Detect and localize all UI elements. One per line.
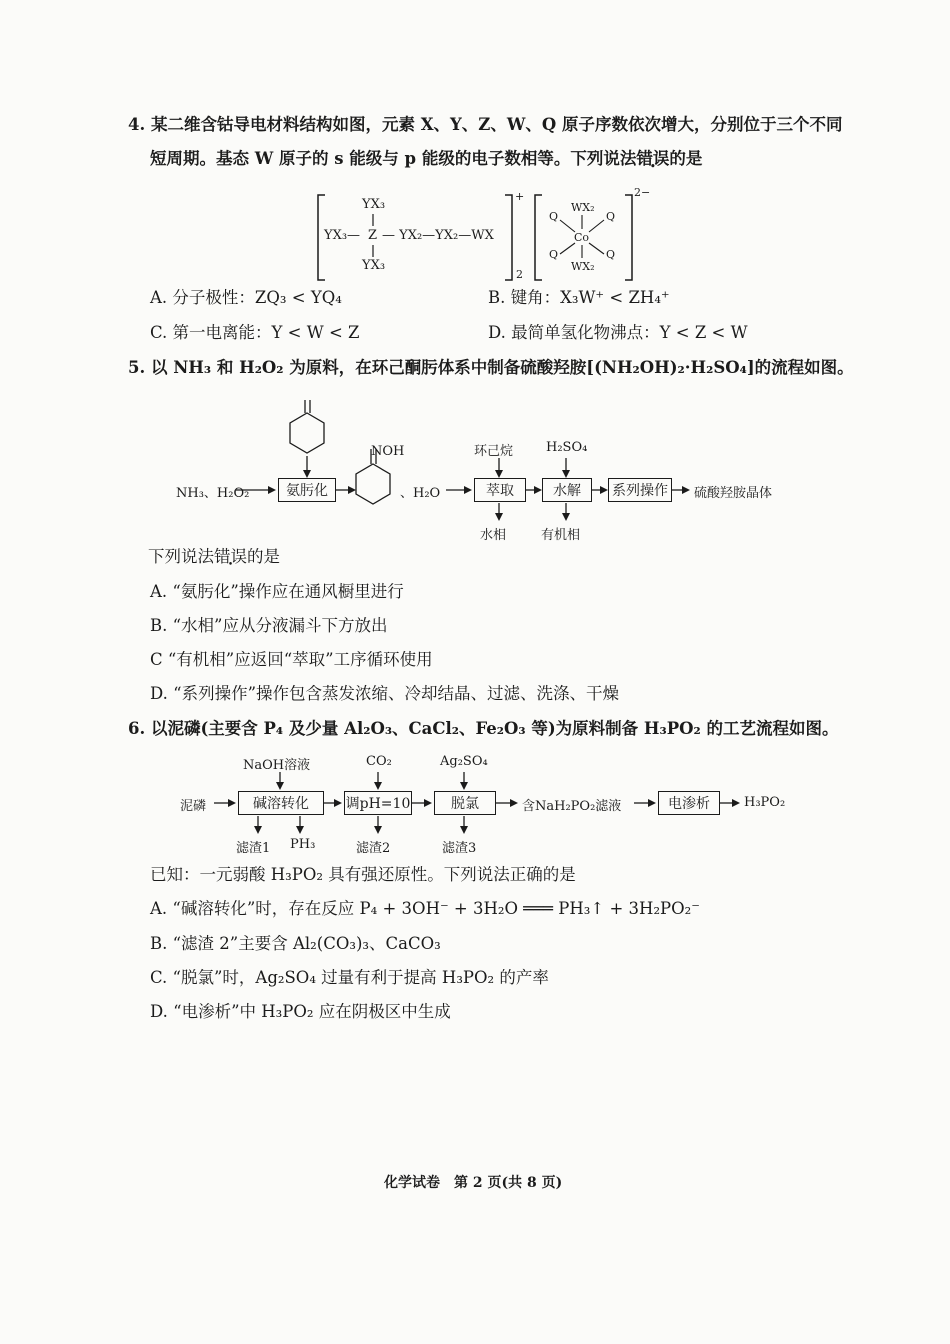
q5-after-oxime: 、H₂O <box>400 486 441 501</box>
q5-box-extraction: 萃取 <box>474 478 526 502</box>
q4-option-d: D. 最简单氢化物沸点：Y < Z < W <box>488 323 748 342</box>
q4-stem-line1: 4. 某二维含钴导电材料结构如图，元素 X、Y、Z、W、Q 原子序数依次增大，分别位于三个不同 <box>128 115 843 134</box>
q6-box1-bottom1: 滤渣1 <box>236 841 271 856</box>
q5-emphasis: 错误 <box>214 547 247 566</box>
q6-box-electrodialysis: 电渗析 <box>658 791 720 815</box>
q6-known: 已知：一元弱酸 H₃PO₂ 具有强还原性。下列说法正确的是 <box>150 865 576 884</box>
q6-stem-line1: 6. 以泥磷(主要含 P₄ 及少量 Al₂O₃、CaCl₂、Fe₂O₃ 等)为原料制备 H₃PO₂ 的工艺流程如图。 <box>128 719 839 738</box>
q6-box-adjust-ph: 调pH=10 <box>344 791 412 815</box>
q6-box3-top: Ag₂SO₄ <box>440 754 488 769</box>
q6-option-b: B. “滤渣 2”主要含 Al₂(CO₃)₃、CaCO₃ <box>150 934 441 953</box>
q6-box-alkali-dissolution: 碱溶转化 <box>238 791 324 815</box>
anion-center-atom: Co <box>574 231 590 244</box>
anion-ligand-bl: Q <box>549 248 559 261</box>
q6-box2-top: CO₂ <box>366 754 392 769</box>
q5-option-a: A. “氨肟化”操作应在通风橱里进行 <box>150 582 404 601</box>
anion-ligand-br: Q <box>606 248 616 261</box>
anion-top-group: WX₂ <box>571 201 595 214</box>
q6-box1-bottom2: PH₃ <box>290 837 316 852</box>
q4-stem-text: 短周期。基态 W 原子的 s 能级与 p 能级的电子数相等。下列说法 <box>150 149 637 168</box>
cation-center-atom: Z <box>368 228 378 243</box>
q5-output: 硫酸羟胺晶体 <box>694 486 773 501</box>
cation-chain: — YX₂—YX₂—WX <box>382 228 494 243</box>
cation-left-group: YX₃— <box>324 228 361 243</box>
q4-stem-tail: 的是 <box>669 149 703 168</box>
q6-box-dechlorination: 脱氯 <box>434 791 496 815</box>
q5-box2-top: 环己烷 <box>474 444 514 459</box>
q6-option-c: C. “脱氯”时，Ag₂SO₄ 过量有利于提高 H₃PO₂ 的产率 <box>150 968 549 987</box>
cation-count: 2 <box>516 268 523 281</box>
q4-option-b: B. 键角：X₃W⁺ < ZH₄⁺ <box>488 288 670 307</box>
q5-box2-bottom: 水相 <box>480 528 507 543</box>
cation-top-group: YX₃ <box>362 197 386 212</box>
q5-input: NH₃、H₂O₂ <box>176 486 250 501</box>
q6-input: 泥磷 <box>180 799 207 814</box>
page-footer: 化学试卷 第 2 页(共 8 页) <box>384 1175 563 1191</box>
q5-box-series-ops: 系列操作 <box>608 478 672 502</box>
anion-ligand-tl: Q <box>549 210 559 223</box>
q5-stem-line1: 5. 以 NH₃ 和 H₂O₂ 为原料，在环己酮肟体系中制备硫酸羟胺[(NH₂OH)₂·H₂SO₄]的流程如图。 <box>128 358 854 377</box>
q6-box3-bottom: 滤渣3 <box>442 841 477 856</box>
q4-option-a: A. 分子极性：ZQ₃ < YQ₄ <box>150 288 342 307</box>
q6-option-a: A. “碱溶转化”时，存在反应 P₄ + 3OH⁻ + 3H₂O ═══ PH₃↑ + 3H₂PO₂⁻ <box>150 899 701 918</box>
q6-mid-filtrate: 含NaH₂PO₂滤液 <box>522 799 622 814</box>
anion-ligand-tr: Q <box>606 210 616 223</box>
cation-charge: + <box>515 190 525 203</box>
q6-option-d: D. “电渗析”中 H₃PO₂ 应在阴极区中生成 <box>150 1002 451 1021</box>
q6-box1-top: NaOH溶液 <box>243 758 311 773</box>
q5-box3-bottom: 有机相 <box>541 528 581 543</box>
q5-prompt-text: 下列说法 <box>148 547 214 566</box>
q5-box3-top: H₂SO₄ <box>546 440 588 455</box>
q5-oxime-label: NOH <box>371 444 405 459</box>
anion-bottom-group: WX₂ <box>571 260 595 273</box>
q5-option-d: D. “系列操作”操作包含蒸发浓缩、冷却结晶、过滤、洗涤、干燥 <box>150 684 620 703</box>
anion-charge: 2− <box>634 186 651 199</box>
q5-option-c: C “有机相”应返回“萃取”工序循环使用 <box>150 650 433 669</box>
q6-output: H₃PO₂ <box>744 795 786 810</box>
q5-option-b: B. “水相”应从分液漏斗下方放出 <box>150 616 388 635</box>
q5-box-hydrolysis: 水解 <box>542 478 592 502</box>
cation-bottom-group: YX₃ <box>362 258 386 273</box>
q5-box-ammoximation: 氨肟化 <box>278 478 336 502</box>
q4-option-c: C. 第一电离能：Y < W < Z <box>150 323 360 342</box>
q6-box2-bottom: 滤渣2 <box>356 841 391 856</box>
q4-emphasis: 错误 <box>636 149 670 168</box>
q5-prompt-tail: 的是 <box>247 547 280 566</box>
